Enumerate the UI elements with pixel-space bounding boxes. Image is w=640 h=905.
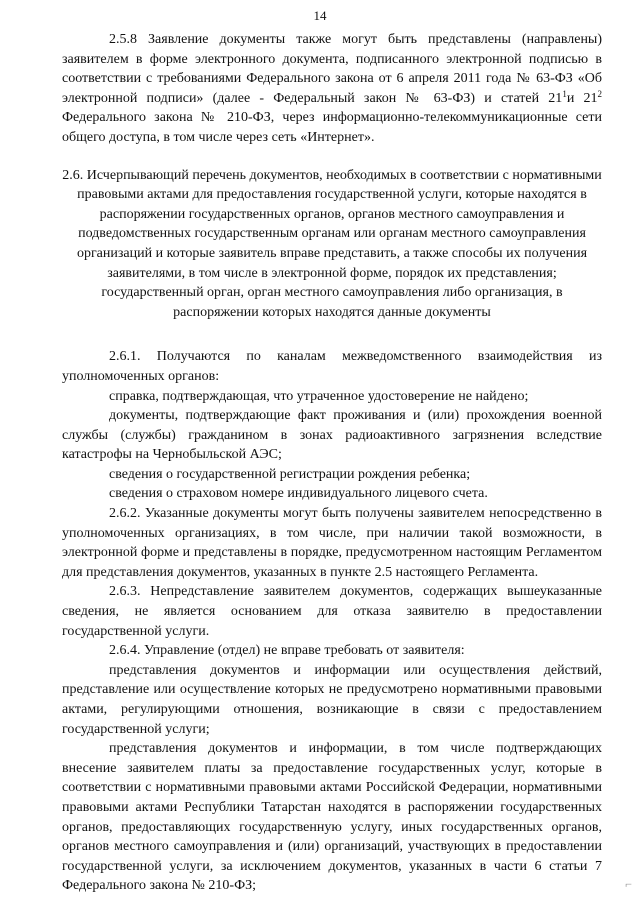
paragraph-2-5-8: 2.5.8 Заявление документы также могут быть представлены (направлены) заявителем в форме электронного документа, подписанного электронной подписью в соответствии с требованиями Федерального закона от 6 апреля 2011 года № 63-ФЗ «Об электронной подписи» (далее - Федеральный закон № 63-ФЗ) и статей $21^1и$ $21^2$ Федерального закона № 210-ФЗ, через информационно-телекоммуникационные сети общего доступа, в том числе через сеть «Интернет». [62, 32, 602, 145]
list-item: сведения о государственной регистрации рождения ребенка; [109, 466, 471, 482]
paragraph-2-6-2: 2.6.2. Указанные документы могут быть получены заявителем непосредственно в уполномоченных организациях, в том числе, при наличии такой возможности, в электронной форме и представлены в порядке, предусмотренном настоящим Регламентом для представления документов, указанных в пункте 2.5 настоящего Регламента. [62, 506, 602, 580]
paragraph-2-6-4: 2.6.4. Управление (отдел) не вправе требовать от заявителя: [109, 643, 465, 659]
list-item: представления документов и информации или осуществления действий, представление или осуществление которых не предусмотрено нормативными правовыми актами, регулирующими отношения, возникающие в связи с предоставлением государственной услуги; [62, 662, 602, 737]
page-number: 14 [313, 8, 327, 23]
paragraph-2-6-1: 2.6.1. Получаются по каналам межведомственного взаимодействия из уполномоченных органов: [62, 349, 602, 384]
list-item: сведения о страховом номере индивидуального лицевого счета. [109, 486, 488, 502]
section-heading-2-6: 2.6. Исчерпывающий перечень документов, необходимых в соответствии с нормативными правовыми актами для предоставления государственной услуги, которые находятся в распоряжении государственных органов, органов местного самоуправления и подведомственных государственным органам или органам местного самоуправления организаций и которые заявитель вправе представить, а также способы их получения заявителями, в том числе в электронной форме, порядок их представления; государственный орган, орган местного самоуправления либо организация, в распоряжении которых находятся данные документы [62, 167, 602, 320]
list-item: документы, подтверждающие факт проживания и (или) прохождения военной службы (службы) гражданином в зонах радиоактивного загрязнения вследствие катастрофы на Чернобыльской АЭС; [62, 408, 602, 463]
list-item: справка, подтверждающая, что утраченное удостоверение не найдено; [109, 388, 529, 404]
document-body [62, 30, 602, 896]
list-item: представления документов и информации, в том числе подтверждающих внесение заявителем платы за предоставление государственных услуг, которые в соответствии с нормативными правовыми актами Российской Федерации, нормативными правовыми актами Республики Татарстан находятся в распоряжении государственных органов, предоставляющих государственную услугу, иных государственных органов, органов местного самоуправления и (или) организаций, участвующих в предоставлении государственной услуги, за исключением документов, указанных в части 6 статьи 7 Федерального закона № 210-ФЗ; [62, 741, 602, 894]
scan-mark-icon: ⌐ [625, 877, 632, 892]
paragraph-2-6-3: 2.6.3. Непредставление заявителем документов, содержащих вышеуказанные сведения, не является основанием для отказа заявителю в предоставлении государственной услуги. [62, 584, 602, 639]
